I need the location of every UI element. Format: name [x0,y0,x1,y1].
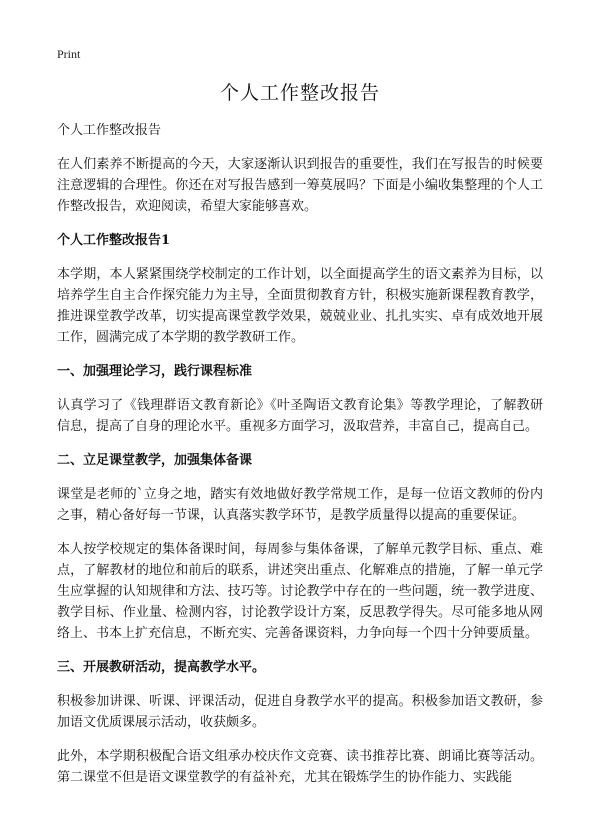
heading-research-activities: 三、开展教研活动，提高教学水平。 [57,660,266,675]
print-link[interactable]: Print [57,47,81,61]
section-1-paragraph: 本学期，本人紧紧围绕学校制定的工作计划，以全面提高学生的语文素养为目标，以培养学生自主合作探究能力为主导，全面贯彻教育方针，积极实施新课程教育教学，推进课堂教学改革，切实提高课堂教学效果，兢兢业业、扎扎实实、卓有成效地开展工作，圆满完成了本学期的教学教研工作。 [57,267,543,345]
research-paragraph-1: 积极参加讲课、听课、评课活动，促进自身教学水平的提高。积极参加语文教研，参加语文优质课展示活动，收获颇多。 [57,694,543,730]
document-body [57,120,543,801]
intro-paragraph: 在人们素养不断提高的今天，大家逐渐认识到报告的重要性，我们在写报告的时候要注意逻辑的合理性。你还在对写报告感到一筹莫展吗？下面是小编收集整理的个人工作整改报告，欢迎阅读，希望大家能够喜欢。 [57,157,543,214]
doc-subtitle: 个人工作整改报告 [57,123,162,138]
heading-classroom-teaching: 二、立足课堂教学，加强集体备课 [57,453,253,468]
heading-theory-study: 一、加强理论学习，践行课程标准 [57,364,253,379]
section-heading-1: 个人工作整改报告1 [57,233,171,248]
classroom-paragraph-1: 课堂是老师的`立身之地，踏实有效地做好教学常规工作，是每一位语文教师的份内之事，精心备好每一节课，认真落实教学环节，是教学质量得以提高的重要保证。 [57,487,543,523]
classroom-paragraph-2: 本人按学校规定的集体备课时间，每周参与集体备课，了解单元教学目标、重点、难点，了解教材的地位和前后的联系，讲述突出重点、化解难点的措施，了解一单元学生应掌握的认知规律和方法、技巧等。讨论教学中存在的一些问题，统一教学进度、教学目标、作业量、检测内容，讨论教学设计方案，反思教学得失。尽可能多地从网络上、书本上扩充信息，不断充实、完善备课资料，力争向每一个四十分钟要质量。 [57,542,543,641]
page-title: 个人工作整改报告 [219,82,380,104]
research-paragraph-2: 此外，本学期积极配合语文组承办校庆作文竞赛、读书推荐比赛、朗诵比赛等活动。第二课堂不但是语文课堂教学的有益补充，尤其在锻炼学生的协作能力、实践能 [57,749,543,785]
theory-study-paragraph: 认真学习了《钱理群语文教育新论》《叶圣陶语文教育论集》等教学理论，了解教研信息，提高了自身的理论水平。重视多方面学习，汲取营养，丰富自己，提高自己。 [57,398,543,434]
